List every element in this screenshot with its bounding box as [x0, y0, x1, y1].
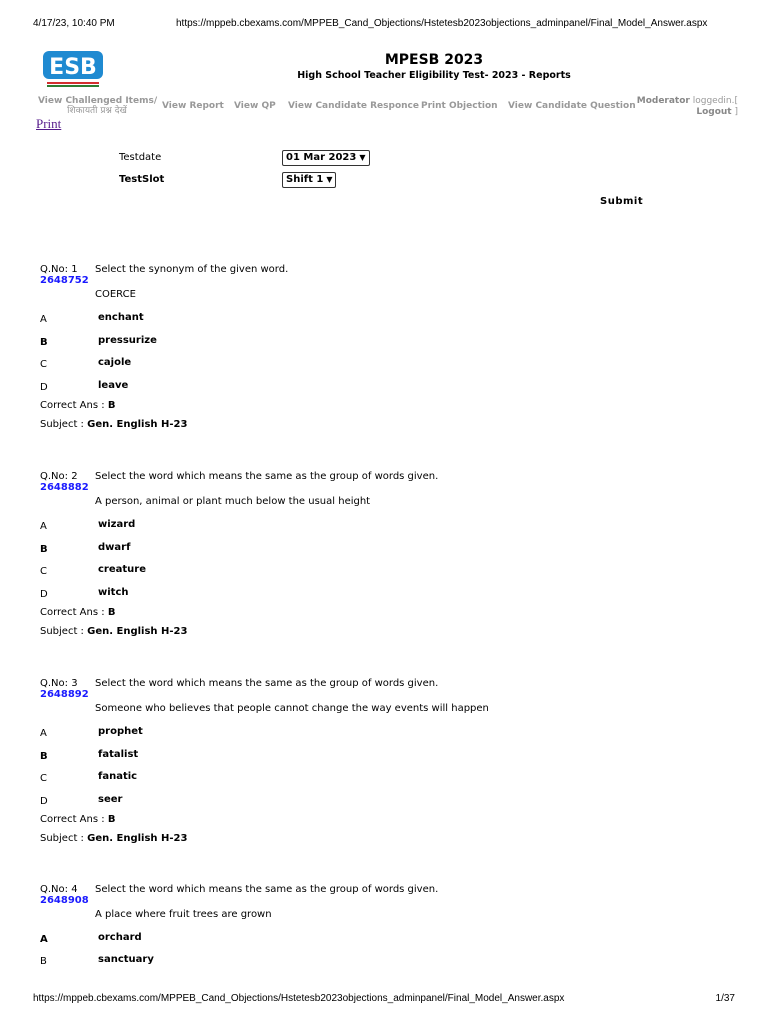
testslot-value: Shift 1 [286, 174, 324, 185]
subject-value: Gen. English H-23 [87, 833, 188, 844]
option-value: fatalist [98, 749, 139, 760]
option-label: B [40, 751, 48, 762]
option-row [40, 934, 440, 948]
print-footer [33, 993, 735, 1007]
subject-value: Gen. English H-23 [87, 626, 188, 637]
option-row [40, 956, 440, 970]
option-value: cajole [98, 357, 132, 368]
option-label: A [40, 521, 47, 532]
correct-answer [40, 607, 115, 618]
option-value: wizard [98, 519, 136, 530]
option-label: D [40, 589, 48, 600]
option-value: creature [98, 564, 147, 575]
qno-prefix: Q.No: [40, 471, 69, 482]
subject-label: Subject : [40, 419, 84, 430]
testdate-label: Testdate [119, 152, 162, 163]
option-row [40, 796, 440, 810]
option-label: D [40, 796, 48, 807]
nav-view-candidate-response[interactable]: View Candidate Responce [288, 101, 419, 111]
option-value: leave [98, 380, 129, 391]
nav-bar [38, 96, 738, 118]
page-number: 1/37 [715, 993, 735, 1004]
option-row [40, 521, 440, 535]
option-row [40, 589, 440, 603]
question-id: 2648882 [40, 482, 89, 493]
correct-ans-label: Correct Ans : [40, 814, 105, 825]
testslot-label: TestSlot [119, 174, 165, 185]
testslot-select[interactable] [282, 172, 336, 188]
testdate-value: 01 Mar 2023 [286, 152, 357, 163]
logo-text: ESB [49, 55, 97, 80]
option-row [40, 566, 440, 580]
chevron-down-icon: ▼ [359, 153, 366, 162]
moderator-label: Moderator [636, 96, 690, 106]
correct-ans-value: B [107, 607, 116, 618]
nav-view-candidate-question[interactable]: View Candidate Question [508, 101, 636, 111]
question-stem: Someone who believes that people cannot change the way events will happen [95, 703, 489, 714]
qno-prefix: Q.No: [40, 678, 69, 689]
testdate-select[interactable] [282, 150, 370, 166]
subject [40, 419, 187, 430]
question-number [40, 678, 78, 689]
chevron-down-icon: ▼ [326, 175, 333, 184]
option-row [40, 382, 440, 396]
site-subtitle: High School Teacher Eligibility Test- 2023 - Reports [297, 70, 571, 81]
nav-print-objection[interactable]: Print Objection [421, 101, 498, 111]
question-text: Select the synonym of the given word. [95, 264, 289, 275]
option-row [40, 337, 440, 351]
moderator-loggedin: loggedin.[ [692, 96, 738, 106]
nav-view-challenged[interactable] [38, 96, 156, 116]
option-label: C [40, 566, 47, 577]
subject [40, 833, 187, 844]
option-row [40, 544, 440, 558]
question-stem: A place where fruit trees are grown [95, 909, 272, 920]
submit-button[interactable]: Submit [600, 196, 644, 207]
qno-value: 3 [71, 678, 78, 689]
option-value: sanctuary [98, 954, 154, 965]
question-text: Select the word which means the same as the group of words given. [95, 884, 439, 895]
option-label: A [40, 314, 47, 325]
option-label: A [40, 728, 47, 739]
correct-ans-value: B [107, 400, 116, 411]
question-number [40, 471, 78, 482]
qno-value: 1 [71, 264, 78, 275]
option-label: C [40, 773, 47, 784]
correct-answer [40, 400, 115, 411]
option-label: A [40, 934, 48, 945]
moderator-status [637, 96, 738, 118]
subject-label: Subject : [40, 833, 84, 844]
subject-label: Subject : [40, 626, 84, 637]
option-label: B [40, 956, 47, 967]
option-value: fanatic [98, 771, 138, 782]
correct-answer [40, 814, 115, 825]
nav-challenged-label: View Challenged Items/ [38, 96, 158, 106]
option-value: pressurize [98, 335, 157, 346]
subject [40, 626, 187, 637]
option-row [40, 359, 440, 373]
question-text: Select the word which means the same as the group of words given. [95, 471, 439, 482]
nav-challenged-hindi: शिकायती प्रश्न देखें [67, 106, 127, 116]
option-label: D [40, 382, 48, 393]
question-id: 2648752 [40, 275, 89, 286]
footer-url: https://mppeb.cbexams.com/MPPEB_Cand_Objections/Hstetesb2023objections_adminpanel/Final_Model_Answer.aspx [33, 993, 565, 1004]
qno-value: 2 [71, 471, 78, 482]
option-value: seer [98, 794, 123, 805]
question-stem: A person, animal or plant much below the usual height [95, 496, 371, 507]
nav-view-report[interactable]: View Report [162, 101, 224, 111]
correct-ans-label: Correct Ans : [40, 400, 105, 411]
print-header [33, 18, 735, 32]
print-url: https://mppeb.cbexams.com/MPPEB_Cand_Objections/Hstetesb2023objections_adminpanel/Final_Model_Answer.aspx [176, 18, 708, 29]
option-row [40, 314, 440, 328]
option-row [40, 728, 440, 742]
option-value: prophet [98, 726, 143, 737]
question-text: Select the word which means the same as the group of words given. [95, 678, 439, 689]
print-link[interactable]: Print [36, 116, 62, 131]
qno-value: 4 [71, 884, 78, 895]
option-value: enchant [98, 312, 144, 323]
option-label: B [40, 544, 48, 555]
nav-view-qp[interactable]: View QP [234, 101, 276, 111]
question-number [40, 884, 78, 895]
logout-bracket: ] [734, 107, 738, 117]
print-datetime: 4/17/23, 10:40 PM [33, 18, 115, 29]
question-number [40, 264, 78, 275]
option-label: C [40, 359, 47, 370]
correct-ans-label: Correct Ans : [40, 607, 105, 618]
option-value: dwarf [98, 542, 131, 553]
option-label: B [40, 337, 48, 348]
question-stem: COERCE [95, 289, 136, 300]
correct-ans-value: B [107, 814, 116, 825]
question-id: 2648892 [40, 689, 89, 700]
qno-prefix: Q.No: [40, 264, 69, 275]
option-row [40, 773, 440, 787]
qno-prefix: Q.No: [40, 884, 69, 895]
option-row [40, 751, 440, 765]
subject-value: Gen. English H-23 [87, 419, 188, 430]
option-value: witch [98, 587, 129, 598]
option-value: orchard [98, 932, 142, 943]
logout-link[interactable]: Logout [696, 107, 732, 117]
question-id: 2648908 [40, 895, 89, 906]
site-title: MPESB 2023 [384, 52, 484, 68]
